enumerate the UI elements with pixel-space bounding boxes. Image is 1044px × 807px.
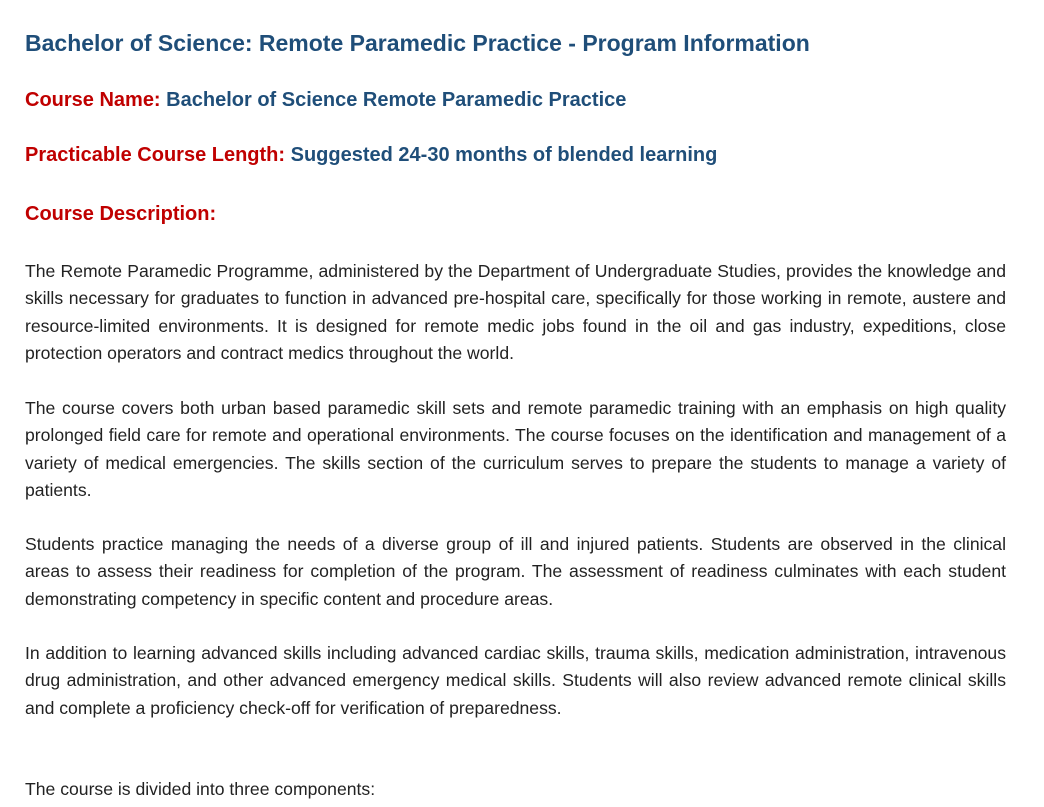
course-name-label: Course Name: xyxy=(25,89,161,111)
page-title: Bachelor of Science: Remote Paramedic Practice - Program Information xyxy=(25,30,810,56)
course-description-label: Course Description: xyxy=(25,203,217,225)
description-paragraph: The Remote Paramedic Programme, administered by the Department of Undergraduate Studies, provides the knowledge and skills necessary for graduates to function in advanced pre-hospital care, specifically for those working in remote, austere and resource-limited environments. It is designed for remote medic jobs found in the oil and gas industry, expeditions, close protection operators and contract medics throughout the world. xyxy=(25,261,1006,363)
course-length-value: Suggested 24-30 months of blended learning xyxy=(290,144,718,166)
course-name-row xyxy=(25,89,626,112)
components-intro: The course is divided into three components: xyxy=(25,779,376,799)
description-paragraph: In addition to learning advanced skills including advanced cardiac skills, trauma skills, medication administration, intravenous drug administration, and other advanced emergency medical skills. Students will also review advanced remote clinical skills and complete a proficiency check-off for verification of preparedness. xyxy=(25,643,1006,718)
course-length-label: Practicable Course Length: xyxy=(25,144,286,166)
course-name-value: Bachelor of Science Remote Paramedic Practice xyxy=(166,89,627,111)
description-paragraph: Students practice managing the needs of a diverse group of ill and injured patients. Students are observed in the clinical areas to assess their readiness for completion of the program. The assessment of readiness culminates with each student demonstrating competency in specific content and procedure areas. xyxy=(25,534,1006,609)
course-description-heading xyxy=(25,203,216,226)
description-paragraph: The course covers both urban based paramedic skill sets and remote paramedic training with an emphasis on high quality prolonged field care for remote and operational environments. The course focuses on the identification and management of a variety of medical emergencies. The skills section of the curriculum serves to prepare the students to manage a variety of patients. xyxy=(25,398,1006,500)
course-length-row xyxy=(25,144,717,167)
